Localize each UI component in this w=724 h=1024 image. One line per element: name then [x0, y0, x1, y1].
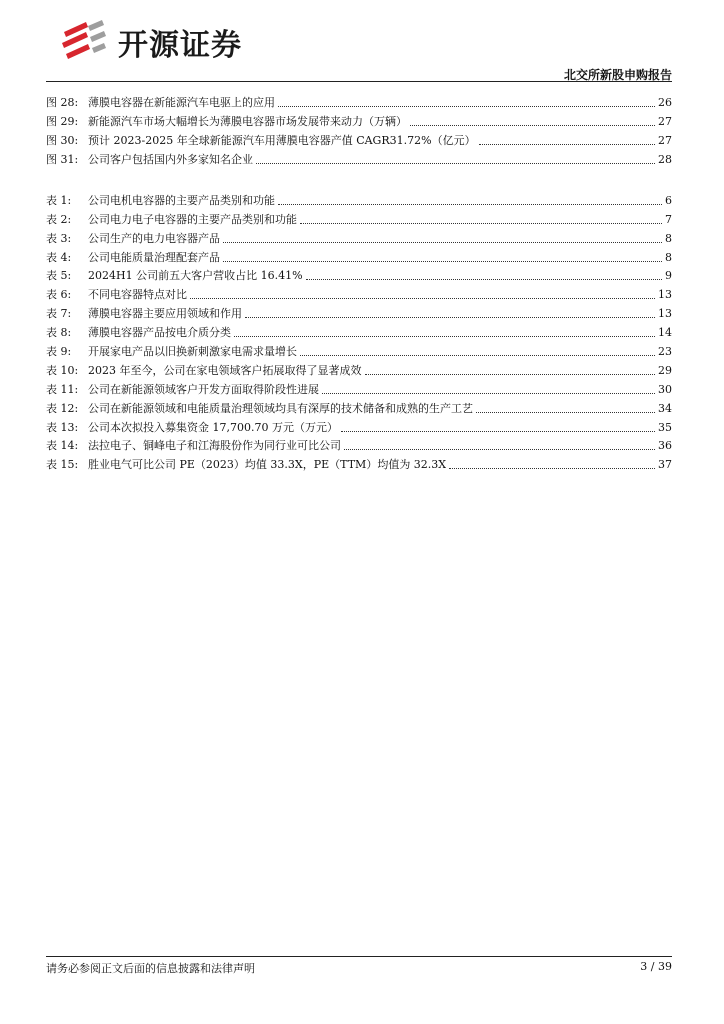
toc-dot-leader [190, 298, 655, 299]
toc-entry-page: 13 [658, 288, 672, 302]
toc-entry-title: 公司电能质量治理配套产品 [88, 250, 220, 264]
table-toc-entry[interactable] [46, 435, 672, 454]
toc-entry-page: 27 [658, 133, 672, 147]
footer-disclaimer: 请务必参阅正文后面的信息披露和法律声明 [46, 962, 255, 975]
toc-entry-title: 公司电机电容器的主要产品类别和功能 [88, 193, 275, 207]
toc-entry-label: 表 13: [46, 420, 79, 434]
toc-entry-page: 23 [658, 345, 672, 359]
toc-entry-label: 表 14: [46, 439, 79, 453]
toc-entry-title: 不同电容器特点对比 [88, 288, 187, 302]
toc-entry-page: 14 [658, 326, 672, 340]
toc-entry-title: 公司客户包括国内外多家知名企业 [88, 152, 253, 166]
toc-dot-leader [278, 106, 655, 107]
toc-entry-page: 28 [658, 152, 672, 166]
table-toc-entry[interactable] [46, 397, 672, 416]
toc-entry-label: 表 11: [46, 382, 79, 396]
toc-dot-leader [449, 468, 655, 469]
toc-entry-title: 公司在新能源领域和电能质量治理领域均具有深厚的技术储备和成熟的生产工艺 [88, 401, 473, 415]
toc-entry-label: 图 30: [46, 133, 79, 147]
toc-entry-title: 公司电力电子电容器的主要产品类别和功能 [88, 212, 297, 226]
toc-dot-leader [256, 163, 655, 164]
table-toc-entry[interactable] [46, 321, 672, 340]
toc-entry-page: 29 [658, 363, 672, 377]
toc-dot-leader [479, 144, 655, 145]
page-indicator: 3 / 39 [640, 960, 672, 973]
figure-toc-entry[interactable] [46, 129, 672, 148]
toc-entry-label: 表 2: [46, 212, 72, 226]
toc-entry-page: 27 [658, 114, 672, 128]
toc-dot-leader [300, 355, 655, 356]
toc-dot-leader [245, 317, 655, 318]
toc-entry-title: 薄膜电容器主要应用领域和作用 [88, 307, 242, 321]
toc-entry-title: 公司本次拟投入募集资金 17,700.70 万元（万元） [88, 420, 338, 434]
toc-entry-page: 37 [658, 458, 672, 472]
toc-entry-title: 新能源汽车市场大幅增长为薄膜电容器市场发展带来动力（万辆） [88, 114, 407, 128]
toc-entry-page: 26 [658, 95, 672, 109]
toc-dot-leader [322, 393, 655, 394]
toc-entry-page: 34 [658, 401, 672, 415]
toc-dot-leader [306, 279, 662, 280]
table-toc-entry[interactable] [46, 265, 672, 284]
toc-dot-leader [344, 449, 655, 450]
toc-entry-label: 表 15: [46, 458, 79, 472]
kaiyuan-logo-icon [58, 18, 108, 66]
toc-entry-title: 公司在新能源领域客户开发方面取得阶段性进展 [88, 382, 319, 396]
toc-entry-title: 2024H1 公司前五大客户营收占比 16.41% [88, 269, 303, 283]
toc-dot-leader [278, 204, 662, 205]
toc-entry-label: 图 29: [46, 114, 79, 128]
toc-entry-page: 35 [658, 420, 672, 434]
header-divider [46, 81, 672, 82]
table-toc-entry[interactable] [46, 208, 672, 227]
toc-entry-page: 6 [665, 193, 672, 207]
table-toc-entry[interactable] [46, 416, 672, 435]
toc-entry-page: 8 [665, 231, 672, 245]
figure-index [46, 91, 672, 167]
table-toc-entry[interactable] [46, 246, 672, 265]
toc-dot-leader [223, 261, 662, 262]
toc-entry-label: 图 28: [46, 95, 79, 109]
toc-entry-title: 薄膜电容器在新能源汽车电驱上的应用 [88, 95, 275, 109]
logo-text: 开源证券 [118, 28, 242, 63]
toc-entry-title: 薄膜电容器产品按电介质分类 [88, 326, 231, 340]
toc-entry-label: 表 7: [46, 307, 72, 321]
company-logo [58, 18, 242, 66]
toc-entry-title: 公司生产的电力电容器产品 [88, 231, 220, 245]
table-toc-entry[interactable] [46, 227, 672, 246]
toc-dot-leader [476, 412, 655, 413]
table-toc-entry[interactable] [46, 453, 672, 472]
toc-entry-page: 13 [658, 307, 672, 321]
toc-entry-title: 2023 年至今，公司在家电领域客户拓展取得了显著成效 [88, 363, 362, 377]
figure-toc-entry[interactable] [46, 148, 672, 167]
toc-entry-page: 8 [665, 250, 672, 264]
toc-entry-label: 表 1: [46, 193, 72, 207]
toc-entry-title: 开展家电产品以旧换新刺激家电需求量增长 [88, 345, 297, 359]
figure-toc-entry[interactable] [46, 110, 672, 129]
toc-entry-label: 图 31: [46, 152, 79, 166]
toc-entry-page: 7 [665, 212, 672, 226]
toc-entry-label: 表 9: [46, 345, 72, 359]
toc-entry-title: 预计 2023-2025 年全球新能源汽车用薄膜电容器产值 CAGR31.72%（亿元） [88, 133, 476, 147]
toc-entry-label: 表 8: [46, 326, 72, 340]
table-toc-entry[interactable] [46, 283, 672, 302]
toc-dot-leader [410, 125, 655, 126]
toc-dot-leader [234, 336, 655, 337]
table-toc-entry[interactable] [46, 189, 672, 208]
toc-entry-label: 表 10: [46, 363, 79, 377]
toc-entry-label: 表 3: [46, 231, 72, 245]
table-toc-entry[interactable] [46, 302, 672, 321]
report-type-label: 北交所新股申购报告 [563, 68, 672, 82]
toc-entry-page: 9 [665, 269, 672, 283]
toc-entry-label: 表 5: [46, 269, 72, 283]
footer-divider [46, 956, 672, 957]
toc-entry-title: 胜业电气可比公司 PE（2023）均值 33.3X，PE（TTM）均值为 32.3X [88, 458, 447, 472]
toc-entry-label: 表 4: [46, 250, 72, 264]
toc-dot-leader [365, 374, 656, 375]
table-toc-entry[interactable] [46, 378, 672, 397]
toc-dot-leader [223, 242, 662, 243]
toc-entry-label: 表 12: [46, 401, 79, 415]
table-toc-entry[interactable] [46, 340, 672, 359]
toc-entry-page: 36 [658, 439, 672, 453]
toc-entry-title: 法拉电子、铜峰电子和江海股份作为同行业可比公司 [88, 439, 341, 453]
figure-toc-entry[interactable] [46, 91, 672, 110]
toc-dot-leader [341, 431, 655, 432]
table-index [46, 189, 672, 472]
toc-entry-label: 表 6: [46, 288, 72, 302]
toc-entry-page: 30 [658, 382, 672, 396]
toc-dot-leader [300, 223, 662, 224]
table-toc-entry[interactable] [46, 359, 672, 378]
